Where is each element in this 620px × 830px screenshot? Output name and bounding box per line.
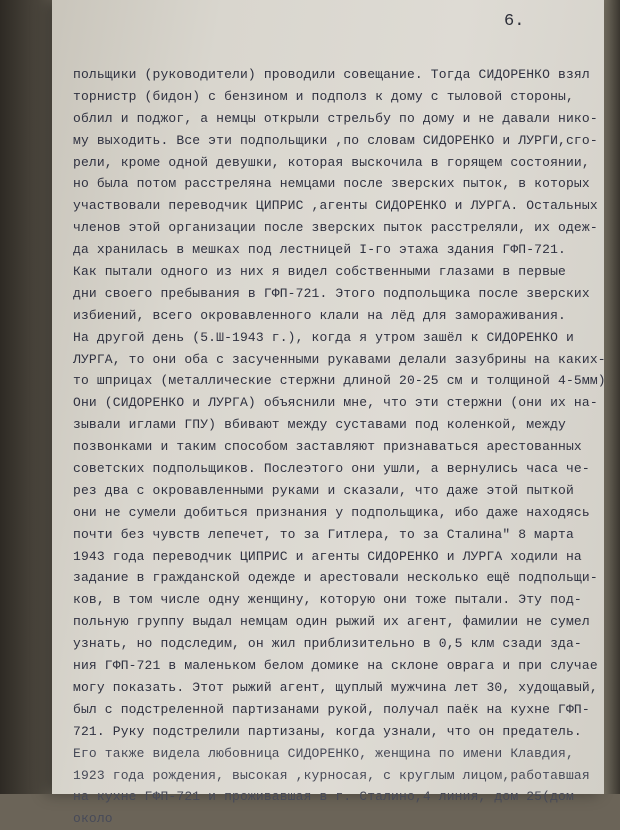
text-line: участвовали переводчик ЦИПРИС ,агенты СИДОРЕНКО и ЛУРГА. Остальных <box>73 198 598 214</box>
document-page <box>52 0 606 827</box>
text-line: был с подстреленной партизанами рукой, получал паёк на кухне ГФП- <box>73 701 590 717</box>
text-line: му выходить. Все эти подпольщики ,по словам СИДОРЕНКО и ЛУРГИ,сго- <box>73 132 598 148</box>
text-line: рез два с окровавленными руками и сказали, что даже этой пыткой <box>73 482 574 498</box>
text-line: членов этой организации после зверских пыток расстреляли, их одеж- <box>73 220 598 236</box>
text-line: задание в гражданской одежде и арестовали несколько ещё подпольщи- <box>73 570 598 586</box>
text-line: польную группу выдал немцам один рыжий их агент, фамилии не сумел <box>73 614 590 630</box>
text-line: ЛУРГА, то они оба с засученными рукавами делали зазубрины на каких- <box>73 351 606 367</box>
text-line: 721. Руку подстрелили партизаны, когда узнали, что он предатель. <box>73 723 582 739</box>
text-line: 1943 года переводчик ЦИПРИС и агенты СИДОРЕНКО и ЛУРГА ходили на <box>73 548 582 564</box>
text-line: ков, в том числе одну женщину, которую они тоже пытали. Эту под- <box>73 592 582 608</box>
text-line: На другой день (5.Ш-1943 г.), когда я утром зашёл к СИДОРЕНКО и <box>73 329 574 345</box>
text-line: почти без чувств лепечет, то за Гитлера, то за Сталина" 8 марта <box>73 526 574 542</box>
text-line: да хранилась в мешках под лестницей I-го этажа здания ГФП-721. <box>73 242 566 258</box>
text-line: рели, кроме одной девушки, которая выскочила в горящем состоянии, <box>73 154 590 170</box>
text-line: то шприцах (металлические стержни длиной 20-25 см и толщиной 4-5мм) <box>73 373 606 389</box>
text-line: могу показать. Этот рыжий агент, щуплый мужчина лет 30, худощавый, <box>73 679 598 695</box>
text-line: на кухне ГФП-721 и проживавшая в г. Сталино,4 линия, дом 25(дом <box>73 789 574 805</box>
text-line: около <box>73 811 113 827</box>
text-line: 1923 года рождения, высокая ,курносая, с круглым лицом,работавшая <box>73 767 590 783</box>
text-line: облил и поджог, а немцы открыли стрельбу по дому и не давали нико- <box>73 110 598 126</box>
text-line: советских подпольщиков. Послеэтого они ушли, а вернулись часа че- <box>73 461 590 477</box>
text-line: зывали иглами ГПУ) вбивают между суставами под коленкой, между <box>73 417 566 433</box>
text-line: торнистр (бидон) с бензином и подполз к дому с тыловой стороны, <box>73 88 574 104</box>
text-line: узнать, но подследим, он жил приблизительно в 0,5 клм сзади зда- <box>73 636 582 652</box>
text-line: дни своего пребывания в ГФП-721. Этого подпольщика после зверских <box>73 285 590 301</box>
text-line: Его также видела любовница СИДОРЕНКО, женщина по имени Клавдия, <box>73 745 574 761</box>
text-line: избиений, всего окровавленного клали на лёд для замораживания. <box>73 307 566 323</box>
text-line: они не сумели добиться признания у подпольщика, ибо даже находясь <box>73 504 590 520</box>
text-line: ния ГФП-721 в маленьком белом домике на склоне оврага и при случае <box>73 658 598 674</box>
text-line: Они (СИДОРЕНКО и ЛУРГА) объяснили мне, что эти стержни (они их на- <box>73 395 598 411</box>
text-line: позвонками и таким способом заставляют признаваться арестованных <box>73 439 582 455</box>
page-number: 6. <box>504 12 525 31</box>
text-line: но была потом расстреляна немцами после зверских пыток, в которых <box>73 176 590 192</box>
typed-text-body <box>73 64 606 830</box>
text-line: Как пытали одного из них я видел собственными глазами в первые <box>73 264 566 280</box>
text-line: польщики (руководители) проводили совещание. Тогда СИДОРЕНКО взял <box>73 67 590 82</box>
